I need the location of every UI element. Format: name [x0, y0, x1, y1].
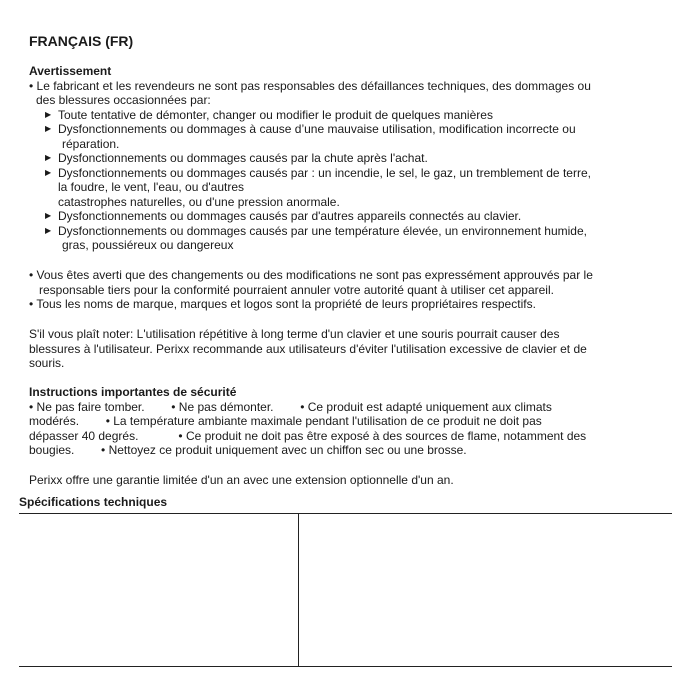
triangle-bullet-icon: ▶	[45, 211, 52, 220]
list-item-cont: réparation.	[62, 136, 120, 151]
specs-heading: Spécifications techniques	[19, 495, 168, 509]
warning-intro-cont: des blessures occasionnées par:	[36, 93, 211, 107]
list-item-cont: la foudre, le vent, l'eau, ou d'autres	[58, 180, 245, 194]
safety-line: modérés. • La température ambiante maximale pendant l'utilisation de ce produit ne doit pas	[29, 414, 542, 428]
notice-modifications-cont: responsable tiers pour la conformité pourraient annuler votre autorité quant à utiliser cet appareil.	[39, 282, 554, 297]
specs-table-divider	[298, 514, 299, 666]
page-title: FRANÇAIS (FR)	[29, 33, 134, 49]
note-line: S'il vous plaît noter: L'utilisation répétitive à long terme d'un clavier et une souris pourrait causer des	[29, 327, 560, 341]
list-item: ▶ Dysfonctionnements ou dommages causés par la chute après l'achat.	[45, 151, 428, 165]
notice-trademarks: • Tous les noms de marque, marques et logos sont la propriété de leurs propriétaires respectifs.	[29, 297, 536, 311]
note-line: souris.	[29, 356, 65, 370]
safety-heading: Instructions importantes de sécurité	[29, 385, 237, 399]
note-section	[29, 327, 659, 371]
specs-table	[19, 513, 672, 667]
triangle-bullet-icon: ▶	[45, 153, 52, 162]
notice-modifications: • Vous êtes averti que des changements ou des modifications ne sont pas expressément approuvés par le	[29, 268, 593, 282]
list-item: ▶ Dysfonctionnements ou dommages à cause d’une mauvaise utilisation, modification incorrecte ou	[45, 122, 576, 136]
warning-intro: • Le fabricant et les revendeurs ne sont pas responsables des défaillances techniques, des dommages ou	[29, 78, 591, 93]
safety-line: bougies. • Nettoyez ce produit uniquement avec un chiffon sec ou une brosse.	[29, 443, 467, 457]
triangle-bullet-icon: ▶	[45, 109, 52, 119]
warranty-text: Perixx offre une garantie limitée d'un an avec une extension optionnelle d'un an.	[29, 473, 454, 487]
safety-section	[29, 385, 659, 458]
warning-heading: Avertissement	[29, 64, 112, 78]
note-line: blessures à l'utilisateur. Perixx recommande aux utilisateurs d'éviter l'utilisation excessive de clavier et de	[29, 341, 587, 356]
triangle-bullet-icon: ▶	[45, 167, 52, 177]
safety-line: • Ne pas faire tomber. • Ne pas démonter. • Ce produit est adapté uniquement aux climats	[29, 399, 552, 414]
list-item: ▶ Dysfonctionnements ou dommages causés par une température élevée, un environnement humide,	[45, 223, 587, 238]
notices-section	[29, 268, 659, 312]
list-item: ▶ Toute tentative de démonter, changer ou modifier le produit de quelques manières	[45, 107, 493, 122]
list-item-cont: gras, poussiéreux ou dangereux	[62, 238, 234, 252]
triangle-bullet-icon: ▶	[45, 225, 52, 235]
list-item: ▶ Dysfonctionnements ou dommages causés par d'autres appareils connectés au clavier.	[45, 209, 522, 223]
warning-section	[29, 64, 659, 253]
list-item-cont: catastrophes naturelles, ou d'une pression anormale.	[58, 194, 340, 209]
safety-line: dépasser 40 degrés. • Ce produit ne doit pas être exposé à des sources de flame, notamment des	[29, 428, 587, 443]
list-item: ▶ Dysfonctionnements ou dommages causés par : un incendie, le sel, le gaz, un tremblement de terre,	[45, 165, 591, 180]
warning-list	[29, 108, 659, 253]
triangle-bullet-icon: ▶	[45, 124, 52, 133]
